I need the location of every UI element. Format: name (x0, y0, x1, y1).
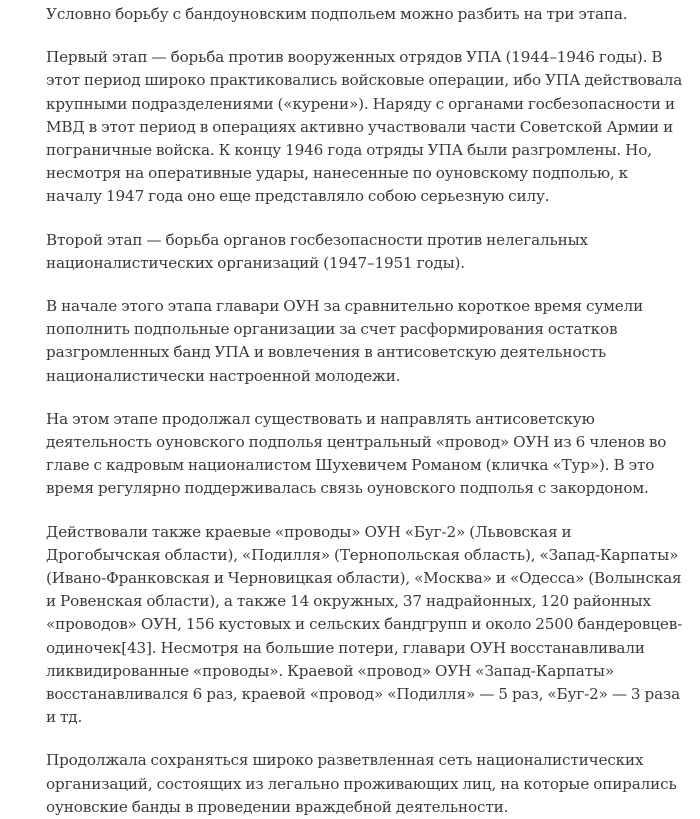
paragraph-legal-network: Продолжала сохраняться широко разветвленная сеть националистических организаций, состоящих из легально проживающих лиц, на которые опирались оуновские банды в проведении враждебной деятельности. (46, 751, 677, 816)
paragraph-central-provod: На этом этапе продолжал существовать и направлять антисоветскую деятельность оуновского подполья центральный «провод» ОУН из 6 членов во главе с кадровым националистом Шухевичем Романом (кличка «Тур»). В это время регулярно поддерживалась связь оуновского подполья с закордоном. (46, 409, 667, 498)
paragraph-first-stage: Первый этап — борьба против вооруженных отрядов УПА (1944–1946 годы). В этот период широко практиковались войсковые операции, ибо УПА действовала крупными подразделениями («курени»). Наряду с органами госбезопасности и МВД в этот период в операциях активно участвовали части Советской Армии и пограничные войска. К концу 1946 года отряды УПА были разгромлены. Но, несмотря на оперативные удары, нанесенные по оуновскому подполью, к началу 1947 года оно еще представляло собою серьезную силу. (46, 48, 683, 206)
paragraph-second-stage: Второй этап — борьба органов госбезопасности против нелегальных националистических организаций (1947–1951 годы). (46, 230, 588, 272)
paragraph-intro: Условно борьбу с бандоуновским подпольем можно разбить на три этапа. (46, 5, 628, 23)
paragraph-regional-provods: Действовали также краевые «проводы» ОУН «Буг-2» (Львовская и Дрогобычская области), «Подилля» (Тернопольская область), «Запад-Карпаты» (Ивано-Франковская и Черновицкая области), «Москва» и «Одесса» (Волынская и Ровенская области), а также 14 окружных, 37 надрайонных, 120 районных «проводов» ОУН, 156 кустовых и сельских бандгрупп и около 2500 бандеровцев-одиночек[43]. Несмотря на большие потери, главари ОУН восстанавливали ликвидированные «проводы». Краевой «провод» ОУН «Запад-Карпаты» восстанавливался 6 раз, краевой «провод» «Подилля» — 5 раз, «Буг-2» — 3 раза и тд. (46, 522, 683, 727)
paragraph-oun-replenishment: В начале этого этапа главари ОУН за сравнительно короткое время сумели пополнить подпольные организации за счет расформирования остатков разгромленных банд УПА и вовлечения в антисоветскую деятельность националистически настроенной молодежи. (46, 297, 644, 385)
